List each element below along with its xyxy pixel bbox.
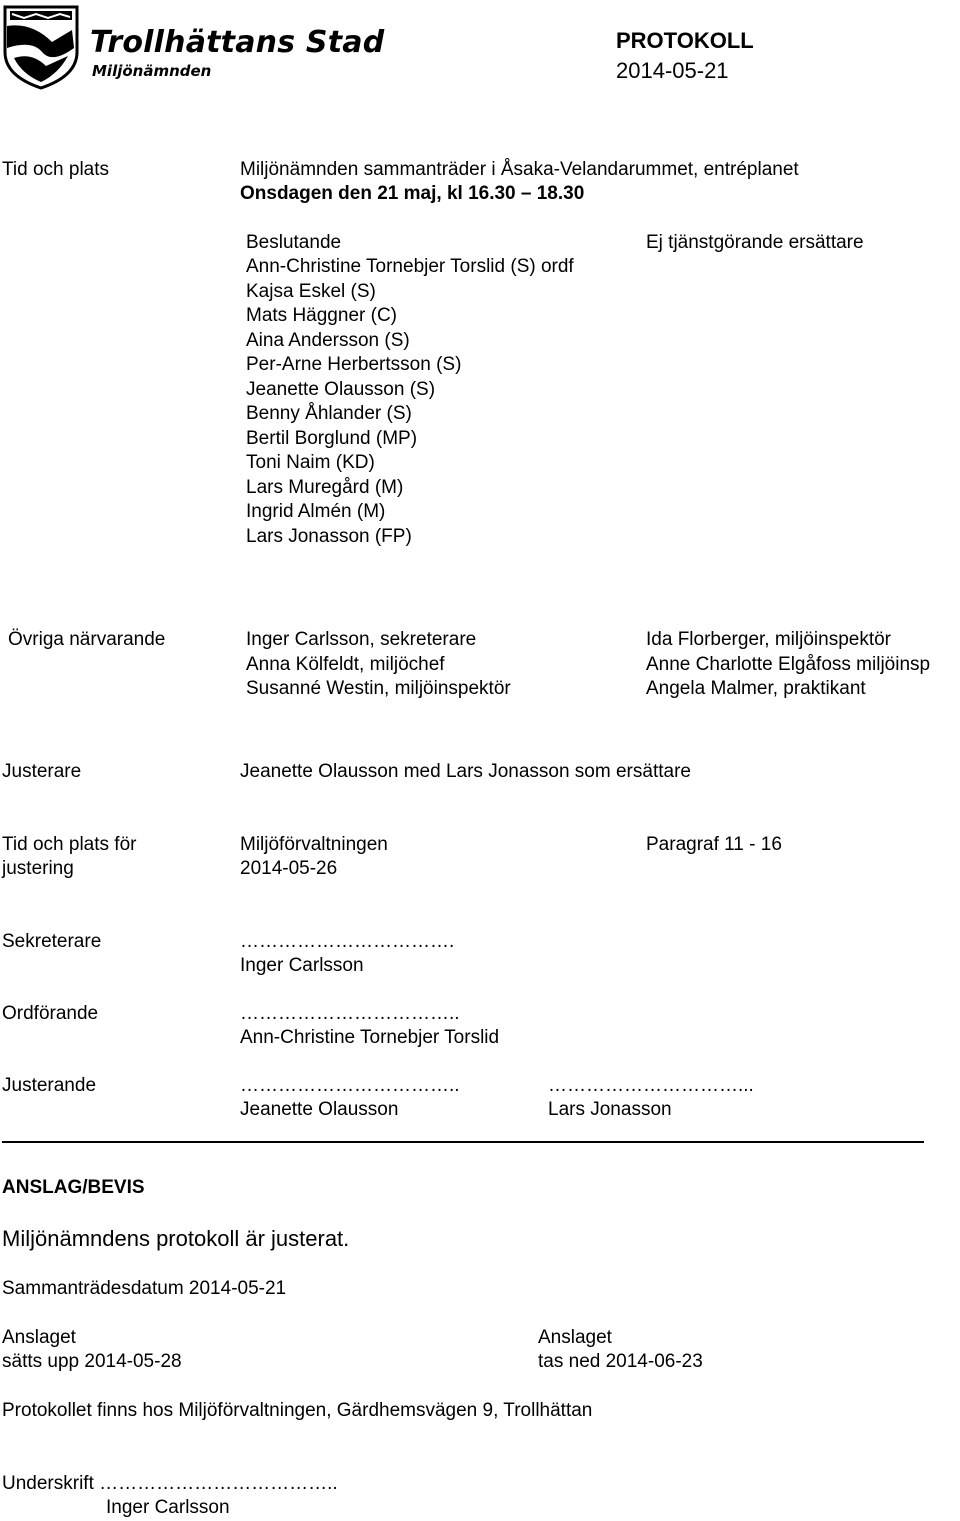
secretary-signature-line: ……………………………. [240,931,455,952]
member-name: Benny Åhlander (S) [246,403,412,424]
adjustment-paragraphs: Paragraf 11 - 16 [646,834,782,855]
meeting-place: Miljönämnden sammanträder i Åsaka-Velandarummet, entréplanet [240,159,799,180]
member-name: Aina Andersson (S) [246,329,410,351]
member-name: Ingrid Almén (M) [246,501,386,522]
member-name: Mats Häggner (C) [246,305,397,326]
secretary-name: Inger Carlsson [240,955,364,976]
members-list [246,255,574,549]
notice-statement: Miljönämndens protokoll är justerat. [2,1226,350,1251]
document-type: PROTOKOLL [616,28,754,53]
chair-label: Ordförande [2,1003,99,1024]
member-name: Bertil Borglund (MP) [246,427,418,449]
adjusters-label: Justerare [2,761,82,782]
others-list-2 [646,628,930,702]
member-name: Lars Jonasson (FP) [246,525,412,547]
chair-signature-line: …………………………….. [240,1003,460,1024]
member-name: Ann-Christine Tornebjer Torslid (S) ordf [246,256,574,277]
adjustment-place: Miljöförvaltningen [240,834,388,855]
adjusting-label: Justerande [2,1075,97,1096]
posted-value: sätts upp 2014-05-28 [2,1351,182,1372]
others-label: Övriga närvarande [8,629,166,650]
adjusting-name-1: Jeanette Olausson [240,1099,399,1120]
notice-meeting-date: Sammanträdesdatum 2014-05-21 [2,1278,287,1299]
meeting-time: Onsdagen den 21 maj, kl 16.30 – 18.30 [240,183,585,204]
adjusting-signature-line-2: …………………………... [548,1075,754,1096]
meeting-label: Tid och plats [2,159,110,180]
attendee: Inger Carlsson, sekreterare [246,629,477,650]
removed-value: tas ned 2014-06-23 [538,1351,703,1372]
member-name: Jeanette Olausson (S) [246,378,436,400]
members-heading: Beslutande [246,232,342,253]
notice-heading: ANSLAG/BEVIS [2,1177,145,1198]
adjusting-signature-line-1: …………………………….. [240,1075,460,1096]
attendee: Anne Charlotte Elgåfoss miljöinsp [646,653,931,675]
posted-label: Anslaget [2,1327,76,1348]
municipality-logo [2,4,80,90]
section-divider [2,1141,924,1143]
secretary-label: Sekreterare [2,931,102,952]
adjustment-date: 2014-05-26 [240,858,338,879]
others-list-1 [246,628,511,702]
attendee: Ida Florberger, miljöinspektör [646,629,891,650]
signature-label: Underskrift ……………………………….. [2,1473,338,1494]
adjustment-label-1: Tid och plats för [2,834,137,855]
adjusting-name-2: Lars Jonasson [548,1099,672,1120]
chair-name: Ann-Christine Tornebjer Torslid [240,1027,500,1048]
member-name: Per-Arne Herbertsson (S) [246,354,462,375]
attendee: Angela Malmer, praktikant [646,678,866,699]
signature-name: Inger Carlsson [106,1497,230,1518]
removed-label: Anslaget [538,1327,612,1348]
substitutes-heading: Ej tjänstgörande ersättare [646,232,864,253]
coat-of-arms-icon [2,4,80,90]
adjustment-label-2: justering [2,858,74,879]
member-name: Lars Muregård (M) [246,476,404,498]
adjusters-value: Jeanette Olausson med Lars Jonasson som ersättare [240,761,691,782]
member-name: Kajsa Eskel (S) [246,280,376,302]
archive-location: Protokollet finns hos Miljöförvaltningen, Gärdhemsvägen 9, Trollhättan [2,1400,593,1421]
org-name: Trollhättans Stad [90,25,385,60]
document-date: 2014-05-21 [616,58,729,83]
member-name: Toni Naim (KD) [246,452,375,473]
org-subtitle: Miljönämnden [92,62,212,80]
attendee: Susanné Westin, miljöinspektör [246,678,511,699]
attendee: Anna Kölfeldt, miljöchef [246,653,445,675]
